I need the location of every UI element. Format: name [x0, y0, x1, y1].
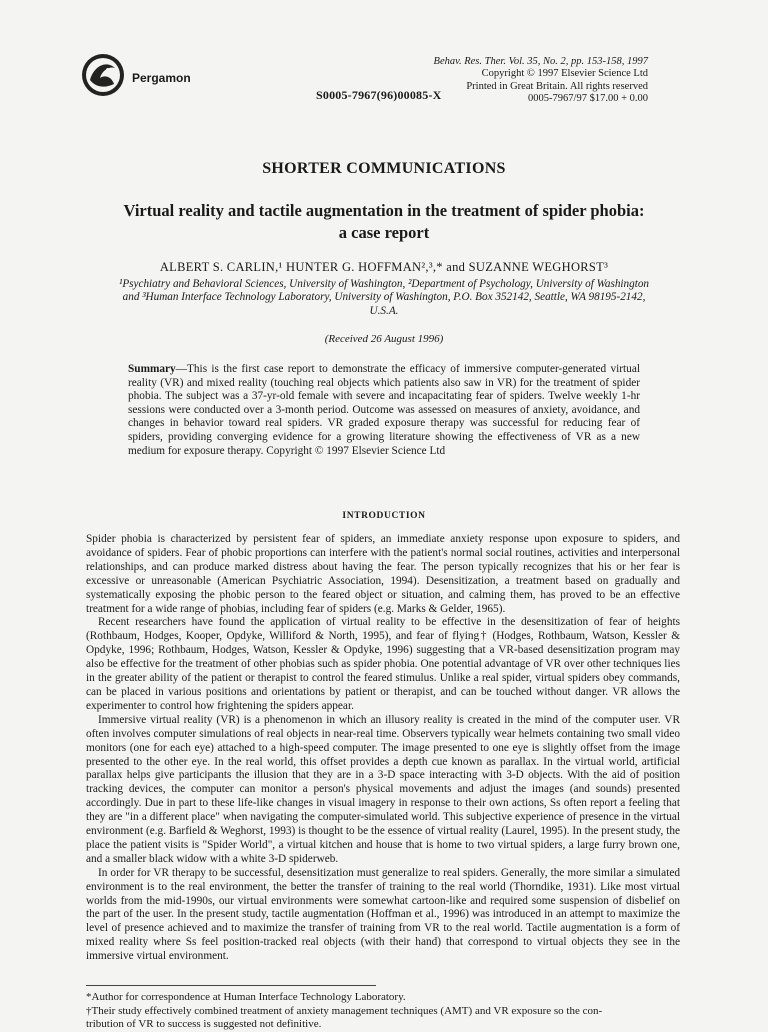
summary-lead: Summary	[128, 363, 176, 375]
doi-code: S0005-7967(96)00085-X	[316, 88, 442, 102]
summary-block	[128, 363, 640, 458]
introduction-body	[86, 533, 680, 964]
introduction-heading: INTRODUCTION	[342, 511, 426, 521]
footnote: †Their study effectively combined treatment of anxiety management techniques (AMT) and VR exposure so the con-	[86, 1004, 603, 1017]
printed-line: Printed in Great Britain. All rights reserved	[466, 80, 648, 92]
paragraph: Spider phobia is characterized by persistent fear of spiders, an immediate anxiety response upon exposure to spiders, and avoidance of spiders. Fear of phobic proportions can interfere with the patient's normal social routines, activities and interpersonal relationships, and can produce marked distress about having the fear. The person typically recognizes that his or her fear is excessive or unreasonable (American Psychiatric Association, 1994). Desensitization, a treatment based on gradually and systematically exposing the phobic person to the feared object or situation, and calming them, has proved to be an effective treatment for a wide range of phobias, including fear of spiders (e.g. Marks & Gelder, 1965).	[86, 533, 680, 615]
footnote-divider	[86, 985, 376, 986]
publisher-name: Pergamon	[132, 71, 191, 85]
pergamon-logo-icon	[80, 52, 126, 98]
paragraph: Recent researchers have found the application of virtual reality to be effective in the desensitization of fear of heights (Rothbaum, Hodges, Kooper, Opdyke, Williford & North, 1995), and fear of flying† (Hodges, Rothbaum, Watson, Kessler & Opdyke, 1996; Rothbaum, Hodges, Watson, Kessler & Opdyke, 1996) suggesting that a VR-based desensitization program may also be effective for the treatment of other phobias such as spider phobia. One potential advantage of VR over other techniques lies in the greater ability of the patient or therapist to control the feared stimulus. Unlike a real spider, virtual spiders obey commands, can be placed in various positions and orientations by patient or therapist, and can be touched without danger. VR allows the experimenter to control how frightening the spiders appear.	[86, 616, 680, 712]
footnote: *Author for correspondence at Human Interface Technology Laboratory.	[86, 991, 406, 1003]
article-title: Virtual reality and tactile augmentation in the treatment of spider phobia: a case report	[123, 201, 645, 242]
paragraph: In order for VR therapy to be successful, desensitization must generalize to real spiders. Generally, the more similar a simulated environment is to the real environment, the better the transfer of training to the real world (Thorndike, 1931). Like most virtual worlds from the mid-1990s, our virtual environments were somewhat cartoon-like and required some suspension of disbelief on the part of the user. In the present study, tactile augmentation (Hoffman et al., 1996) was introduced in an attempt to maximize the level of presence achieved and to maximize the transfer of training from VR to the real world. Tactile augmentation is a form of mixed reality where Ss feel position-tracked real objects (with their hand) that correspond to virtual objects they see in the immersive virtual environment.	[86, 866, 680, 963]
copyright-line: Copyright © 1997 Elsevier Science Ltd	[481, 68, 648, 80]
summary-text: —This is the first case report to demonstrate the efficacy of immersive computer-generated virtual reality (VR) and mixed reality (touching real objects which patients also saw in VR) for the treatment of spider phobia. The subject was a 37-yr-old female with severe and incapacitating fear of spiders. Twelve weekly 1-hr sessions were conducted over a 3-month period. Outcome was assessed on measures of anxiety, avoidance, and changes in behavior toward real spiders. VR graded exposure therapy was successful for reducing fear of spiders, providing converging evidence for a growing literature showing the effectiveness of VR as a new medium for exposure therapy. Copyright © 1997 Elsevier Science Ltd	[128, 363, 640, 457]
section-title: SHORTER COMMUNICATIONS	[262, 160, 506, 177]
publisher-logo	[80, 52, 191, 98]
journal-citation: Behav. Res. Ther. Vol. 35, No. 2, pp. 153-158, 1997	[433, 56, 648, 67]
paragraph: Immersive virtual reality (VR) is a phenomenon in which an illusory reality is created in the mind of the computer user. VR often involves computer simulations of real objects in near-real time. Observers typically wear helmets containing two small video monitors (one for each eye) attached to a high-speed computer. The image presented to one eye is slightly offset from the image presented to the other eye. In the real world, this offset provides a depth cue known as parallax. In the virtual world, artificial parallax helps give participants the illusion that they are in a 3-D space interacting with 3-D objects. With the aid of position tracking devices, the computer can monitor a person's physical movements and adjust the images (and sounds) presented accordingly. Due in part to these life-like changes in visual imagery in response to their own actions, Ss often report a feeling that they are "in a different place" when navigating the computer-simulated world. This subjective experience of presence in the virtual environment (e.g. Barfield & Weghorst, 1993) is thought to be the essence of virtual reality (Laurel, 1995). In the present study, the place the patient visits is "Spider World", a virtual kitchen and house that is home to two virtual spiders, a large furry brown one, and a smaller black widow with a white 3-D spiderweb.	[86, 713, 680, 865]
footnote: tribution of VR to success is suggested not definitive.	[86, 1018, 322, 1030]
received-date: (Received 26 August 1996)	[324, 333, 444, 345]
affiliations: ¹Psychiatry and Behavioral Sciences, University of Washington, ²Department of Psychology, University of Washington and ³Human Interface Technology Laboratory, University of Washington, P.O. Box 352142, Seattle, WA 98195-2142, U.S.A.	[118, 278, 650, 317]
footnotes	[86, 991, 680, 1032]
journal-info	[434, 56, 648, 105]
author-list: ALBERT S. CARLIN,¹ HUNTER G. HOFFMAN²,³,* and SUZANNE WEGHORST³	[159, 260, 609, 274]
price-line: 0005-7967/97 $17.00 + 0.00	[528, 92, 648, 104]
